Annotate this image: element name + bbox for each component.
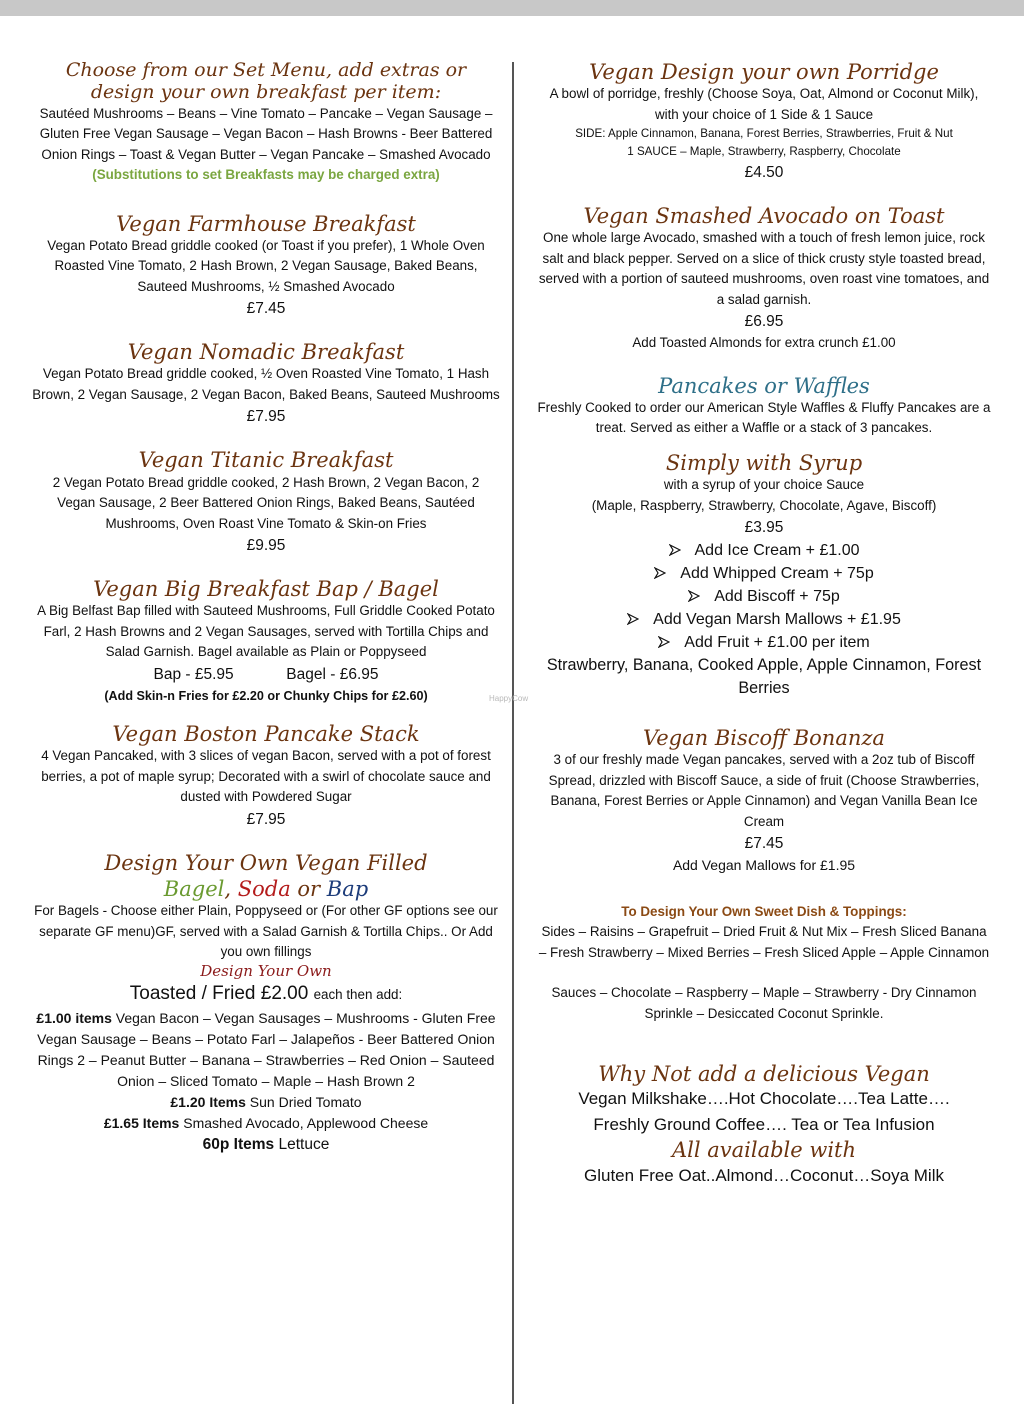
bagel-price: Bagel - £6.95 bbox=[286, 665, 379, 683]
nomadic-section bbox=[32, 340, 500, 428]
addon-label: Add Whipped Cream + 75p bbox=[680, 565, 874, 583]
tier1-text: Vegan Bacon – Vegan Sausages – Mushrooms - Gluten Free Vegan Sausage – Beans – Potato Farl – Jalapeños - Beer Battered Onion Rings 2 – Peanut Butter – Banana – Strawberries – Red Onion – Sauteed Onion – Sliced Tomato – Maple – Hash Brown 2 bbox=[37, 1009, 496, 1089]
arrow-icon bbox=[627, 608, 639, 631]
sweet-title: To Design Your Own Sweet Dish & Toppings: bbox=[621, 903, 907, 919]
sweet-section bbox=[536, 902, 992, 1025]
left-column bbox=[32, 60, 500, 1156]
tier1-label: £1.00 items bbox=[36, 1009, 112, 1026]
avocado-price: £6.95 bbox=[744, 313, 784, 331]
porridge-section bbox=[536, 60, 992, 184]
intro-section bbox=[32, 60, 500, 186]
avocado-title: Vegan Smashed Avocado on Toast bbox=[583, 204, 945, 229]
sweet-sides: Sides – Raisins – Grapefruit – Dried Fruit & Nut Mix – Fresh Sliced Banana – Fresh Strawberry – Mixed Berries – Fresh Sliced Apple – Apple Cinnamon bbox=[538, 924, 990, 960]
avocado-section bbox=[536, 204, 992, 354]
arrow-icon bbox=[669, 539, 681, 562]
nomadic-price: £7.95 bbox=[246, 408, 286, 426]
drinks-line2: Freshly Ground Coffee…. Tea or Tea Infusion bbox=[593, 1115, 935, 1135]
biscoff-title: Vegan Biscoff Bonanza bbox=[643, 726, 885, 751]
farmhouse-section bbox=[32, 212, 500, 321]
design-section bbox=[32, 851, 500, 1156]
intro-heading-2: design your own breakfast per item: bbox=[90, 80, 442, 103]
tier4-label: 60p Items bbox=[202, 1135, 275, 1153]
addon-label: Add Ice Cream + £1.00 bbox=[694, 542, 860, 560]
bap-price: Bap - £5.95 bbox=[153, 665, 234, 683]
bap-note: (Add Skin-n Fries for £2.20 or Chunky Chips for £2.60) bbox=[104, 688, 428, 703]
design-title: Design Your Own Vegan Filled bbox=[104, 850, 428, 875]
design-subtitle-breads bbox=[32, 877, 500, 901]
syrup-title: Simply with Syrup bbox=[665, 450, 863, 475]
syrup-line2: (Maple, Raspberry, Strawberry, Chocolate, Agave, Biscoff) bbox=[591, 497, 937, 513]
syrup-price: £3.95 bbox=[744, 519, 784, 537]
addon-label: Add Biscoff + 75p bbox=[714, 588, 840, 606]
bap-title: Vegan Big Breakfast Bap / Bagel bbox=[93, 577, 439, 602]
drinks-title: Why Not add a delicious Vegan bbox=[598, 1062, 930, 1087]
tier3-text: Smashed Avocado, Applewood Cheese bbox=[183, 1114, 429, 1131]
design-own-label: Design Your Own bbox=[200, 961, 332, 980]
nomadic-desc: Vegan Potato Bread griddle cooked, ½ Oven Roasted Vine Tomato, 1 Hash Brown, 2 Vegan Sausage, 2 Vegan Bacon, Baked Beans, Sauteed Mushrooms bbox=[32, 366, 500, 402]
biscoff-price: £7.45 bbox=[744, 835, 784, 853]
arrow-icon bbox=[654, 562, 666, 585]
avocado-desc: One whole large Avocado, smashed with a touch of fresh lemon juice, rock salt and black pepper. Served on a slice of thick crusty style toasted bread, served with a portion of sauteed mushrooms, oven roast vine tomatoes, and a salad garnish. bbox=[538, 230, 990, 307]
comma-word: , bbox=[224, 877, 232, 902]
biscoff-section bbox=[536, 726, 992, 876]
right-column bbox=[536, 60, 992, 1190]
arrow-icon bbox=[658, 631, 670, 654]
arrow-icon bbox=[688, 585, 700, 608]
drinks-milks: Gluten Free Oat..Almond…Coconut…Soya Milk bbox=[584, 1166, 944, 1186]
substitution-note: (Substitutions to set Breakfasts may be charged extra) bbox=[92, 167, 440, 183]
biscoff-addon: Add Vegan Mallows for £1.95 bbox=[672, 857, 856, 874]
tier2-label: £1.20 Items bbox=[170, 1093, 246, 1110]
pancakes-title: Pancakes or Waffles bbox=[658, 373, 870, 398]
addon-item bbox=[536, 631, 992, 654]
or-word: or bbox=[297, 877, 321, 902]
toasted-suffix: each then add: bbox=[313, 986, 403, 1002]
tier1-items bbox=[32, 1008, 500, 1092]
soda-word: Soda bbox=[237, 877, 291, 902]
tier2-items bbox=[32, 1092, 500, 1113]
bap-prices bbox=[32, 663, 500, 686]
farmhouse-price: £7.45 bbox=[246, 300, 286, 318]
fruit-options: Strawberry, Banana, Cooked Apple, Apple Cinnamon, Forest Berries bbox=[546, 656, 982, 698]
addon-item bbox=[536, 562, 992, 585]
biscoff-desc: 3 of our freshly made Vegan pancakes, served with a 2oz tub of Biscoff Spread, drizzled with Biscoff Sauce, a side of fruit (Choose Strawberries, Banana, Forest Berries or Apple Cinnamon) and Vegan Vanilla Bean Ice Cream bbox=[548, 752, 980, 829]
porridge-desc: A bowl of porridge, freshly (Choose Soya, Oat, Almond or Coconut Milk), with your choice of 1 Side & 1 Sauce bbox=[549, 86, 979, 122]
tier4-items bbox=[32, 1134, 500, 1156]
bap-section bbox=[32, 577, 500, 706]
addon-item bbox=[536, 585, 992, 608]
pancakes-section bbox=[536, 374, 992, 439]
tier3-label: £1.65 Items bbox=[103, 1114, 180, 1131]
farmhouse-desc: Vegan Potato Bread griddle cooked (or Toast if you prefer), 1 Whole Oven Roasted Vine Tomato, 2 Hash Brown, 2 Vegan Sausage, Baked Beans, Sauteed Mushrooms, ½ Smashed Avocado bbox=[47, 237, 485, 294]
boston-title: Vegan Boston Pancake Stack bbox=[112, 722, 420, 747]
bap-word: Bap bbox=[326, 877, 369, 902]
bagel-word: Bagel bbox=[163, 877, 225, 902]
intro-items: Sautéed Mushrooms – Beans – Vine Tomato – Pancake – Vegan Sausage – Gluten Free Vegan Sausage – Vegan Bacon – Hash Browns - Beer Battered Onion Rings – Toast & Vegan Butter – Vegan Pancake – Smashed Avocado bbox=[39, 105, 493, 162]
addon-label: Add Fruit + £1.00 per item bbox=[684, 634, 870, 652]
tier3-items bbox=[32, 1113, 500, 1134]
boston-desc: 4 Vegan Pancaked, with 3 slices of vegan Bacon, served with a pot of forest berries, a pot of maple syrup; Decorated with a swirl of chocolate sauce and dusted with Powdered Sugar bbox=[41, 748, 491, 805]
boston-price: £7.95 bbox=[246, 810, 286, 828]
porridge-sauce: 1 SAUCE – Maple, Strawberry, Raspberry, Chocolate bbox=[627, 145, 901, 159]
top-bar bbox=[0, 0, 1024, 16]
porridge-side: SIDE: Apple Cinnamon, Banana, Forest Berries, Strawberries, Fruit & Nut bbox=[575, 127, 953, 141]
farmhouse-title: Vegan Farmhouse Breakfast bbox=[116, 211, 416, 236]
drinks-line1: Vegan Milkshake….Hot Chocolate….Tea Latte…. bbox=[578, 1089, 950, 1109]
pancakes-desc: Freshly Cooked to order our American Style Waffles & Fluffy Pancakes are a treat. Served as either a Waffle or a stack of 3 pancakes. bbox=[537, 399, 991, 436]
titanic-title: Vegan Titanic Breakfast bbox=[138, 448, 394, 473]
drinks-section bbox=[536, 1062, 992, 1190]
avocado-addon: Add Toasted Almonds for extra crunch £1.00 bbox=[632, 335, 896, 351]
addon-item bbox=[536, 608, 992, 631]
sweet-sauces: Sauces – Chocolate – Raspberry – Maple – Strawberry - Dry Cinnamon Sprinkle – Desiccated Coconut Sprinkle. bbox=[551, 985, 977, 1021]
intro-heading-1: Choose from our Set Menu, add extras or bbox=[65, 59, 467, 81]
watermark: HappyCow bbox=[489, 694, 529, 703]
syrup-line1: with a syrup of your choice Sauce bbox=[663, 477, 865, 493]
toasted-price: Toasted / Fried £2.00 bbox=[129, 982, 309, 1004]
addon-label: Add Vegan Marsh Mallows + £1.95 bbox=[653, 611, 901, 629]
nomadic-title: Vegan Nomadic Breakfast bbox=[127, 340, 405, 365]
drinks-subtitle: All available with bbox=[671, 1138, 857, 1163]
porridge-price: £4.50 bbox=[744, 164, 784, 182]
addon-item bbox=[536, 539, 992, 562]
titanic-desc: 2 Vegan Potato Bread griddle cooked, 2 Hash Brown, 2 Vegan Bacon, 2 Vegan Sausage, 2 Beer Battered Onion Rings, Baked Beans, Sautéed Mushrooms, Oven Roast Vine Tomato & Skin-on Fries bbox=[52, 474, 480, 531]
column-divider bbox=[512, 62, 514, 1404]
porridge-title: Vegan Design your own Porridge bbox=[589, 60, 939, 84]
tier4-text: Lettuce bbox=[278, 1135, 330, 1153]
toasted-line bbox=[32, 980, 500, 1008]
syrup-section bbox=[536, 451, 992, 700]
design-desc: For Bagels - Choose either Plain, Poppyseed or (For other GF options see our separate GF menu)GF, served with a Salad Garnish & Tortilla Chips.. Or Add you own fillings bbox=[34, 903, 498, 960]
boston-section bbox=[32, 722, 500, 831]
tier2-text: Sun Dried Tomato bbox=[249, 1093, 362, 1110]
bap-desc: A Big Belfast Bap filled with Sauteed Mushrooms, Full Griddle Cooked Potato Farl, 2 Hash Browns and 2 Vegan Sausages, served with Tortilla Chips and Salad Garnish. Bagel available as Plain or Poppyseed bbox=[37, 603, 495, 660]
titanic-price: £9.95 bbox=[246, 537, 286, 555]
titanic-section bbox=[32, 448, 500, 557]
